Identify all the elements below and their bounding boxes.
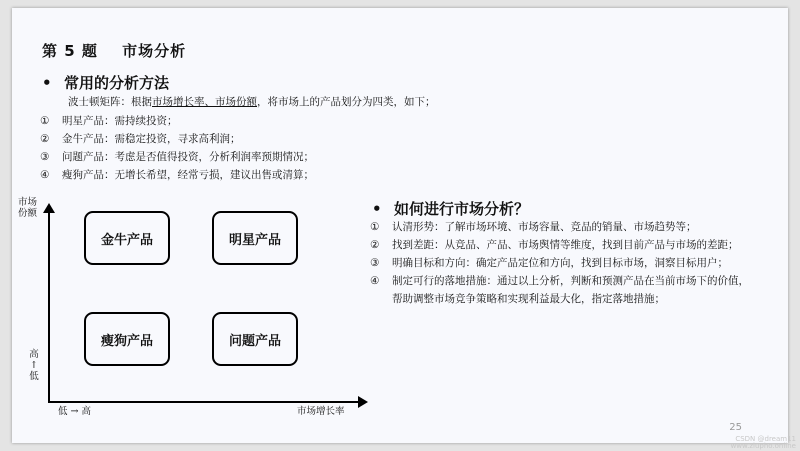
item-text: 问题产品：考虑是否值得投资，分析利润率预期情况；	[62, 151, 314, 163]
item-text: 金牛产品：需稳定投资，寻求高利润；	[62, 133, 241, 145]
dog-box: 瘦狗产品	[84, 312, 170, 366]
bullet-point: •	[42, 74, 52, 92]
list-item	[370, 256, 728, 270]
list-item	[40, 132, 241, 146]
watermark	[731, 436, 796, 450]
question-topic: 市场分析	[122, 42, 187, 60]
item-number: ③	[40, 151, 50, 163]
question-mark-box: 问题产品	[212, 312, 298, 366]
item-text: 明星产品：需持续投资；	[62, 115, 178, 127]
star-box: 明星产品	[212, 211, 298, 265]
item-text: 明确目标和方向：确定产品定位和方向，找到目标市场，洞察目标用户；	[392, 257, 728, 269]
list-item	[40, 150, 314, 164]
section1-heading	[42, 72, 169, 93]
section2-heading-text: 如何进行市场分析？	[394, 200, 530, 218]
watermark-line1: CSDN @dream11	[735, 435, 796, 443]
x-axis-range: 低 → 高	[58, 406, 91, 417]
item-number: ④	[370, 275, 380, 287]
list-item	[370, 220, 697, 234]
x-axis	[48, 401, 360, 403]
list-item-continuation: 帮助调整市场竞争策略和实现利益最大化，指定落地措施；	[392, 293, 665, 305]
slide	[12, 8, 788, 443]
bullet-point: •	[372, 200, 382, 218]
y-axis-label	[18, 197, 37, 219]
item-number: ②	[40, 133, 50, 145]
list-item	[40, 168, 314, 182]
x-axis-label: 市场增长率	[297, 406, 345, 417]
list-item	[40, 114, 178, 128]
item-number: ①	[40, 115, 50, 127]
item-text: 认清形势：了解市场环境、市场容量、竞品的销量、市场趋势等；	[392, 221, 697, 233]
y-axis-range	[27, 349, 41, 382]
item-text: 瘦狗产品：无增长希望，经常亏损，建议出售或清算；	[62, 169, 314, 181]
item-number: ②	[370, 239, 380, 251]
item-text: 制定可行的落地措施：通过以上分析，判断和预测产品在当前市场下的价值，	[392, 275, 749, 287]
y-axis-label-line2: 份额	[18, 208, 38, 219]
y-low-label: 低	[29, 371, 39, 382]
bcg-description	[68, 95, 436, 109]
section2-heading	[372, 198, 529, 219]
bcg-link-growth: 市场增长率	[152, 96, 205, 108]
bcg-prefix: 波士顿矩阵：根据	[68, 96, 152, 108]
y-high-label: 高	[29, 349, 39, 360]
section1-heading-text: 常用的分析方法	[64, 74, 170, 92]
item-number: ④	[40, 169, 50, 181]
cash-cow-box: 金牛产品	[84, 211, 170, 265]
y-axis	[48, 211, 50, 403]
question-number: 第 5 题	[42, 42, 98, 60]
bcg-separator: 、	[204, 96, 215, 108]
list-item	[370, 238, 739, 252]
list-item	[370, 274, 749, 288]
slide-title	[42, 40, 186, 61]
bcg-link-share: 市场份额	[215, 96, 257, 108]
bcg-suffix: ，将市场上的产品划分为四类，如下；	[257, 96, 436, 108]
watermark-line2: www.ziupho.online	[730, 442, 796, 450]
item-number: ③	[370, 257, 380, 269]
y-axis-label-line1: 市场	[18, 197, 38, 208]
item-text: 找到差距：从竞品、产品、市场舆情等维度，找到目前产品与市场的差距；	[392, 239, 739, 251]
page-number: 25	[729, 422, 742, 433]
item-number: ①	[370, 221, 380, 233]
up-arrow-icon: ↑	[30, 360, 38, 371]
